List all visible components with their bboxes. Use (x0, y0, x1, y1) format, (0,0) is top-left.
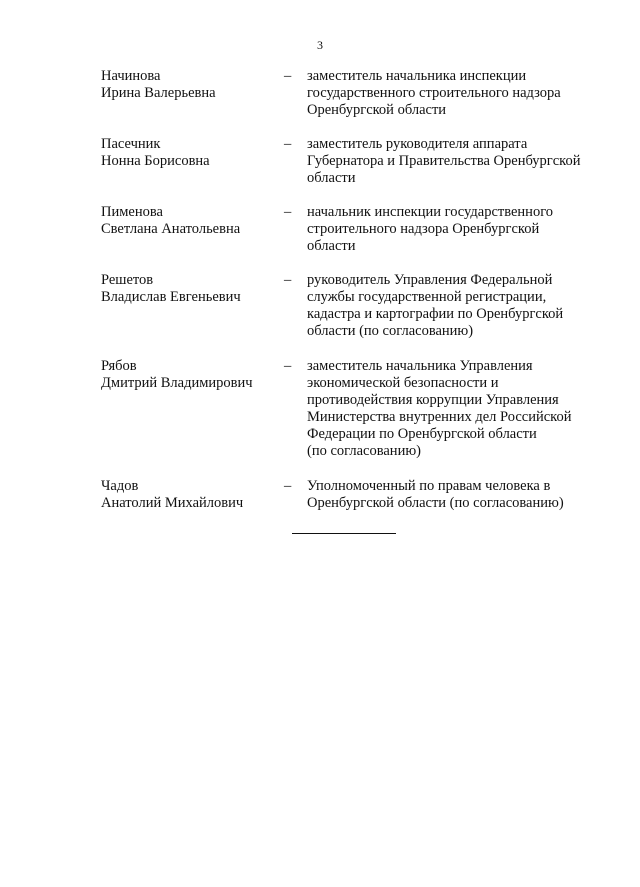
position-line: области (307, 170, 356, 186)
member-name (101, 204, 284, 255)
member-given-name: Дмитрий Владимирович (101, 375, 253, 391)
member-name (101, 272, 284, 340)
position-line: начальник инспекции государственного (307, 204, 554, 220)
position-line: экономической безопасности и (307, 375, 499, 391)
member-entry (101, 204, 601, 255)
member-name (101, 68, 284, 119)
member-position (307, 478, 597, 512)
member-list (101, 68, 601, 529)
member-name (101, 478, 284, 512)
position-line: Федерации по Оренбургской области (307, 426, 537, 442)
member-given-name: Нонна Борисовна (101, 153, 210, 169)
member-position (307, 272, 597, 340)
member-name (101, 136, 284, 187)
member-given-name: Владислав Евгеньевич (101, 289, 241, 305)
position-line: Оренбургской области (307, 102, 447, 118)
position-line: области (307, 238, 356, 254)
member-position (307, 358, 597, 460)
member-surname: Решетов (101, 272, 154, 288)
member-entry (101, 478, 601, 512)
position-line: (по согласованию) (307, 443, 421, 459)
member-given-name: Светлана Анатольевна (101, 221, 241, 237)
position-line: области (по согласованию) (307, 323, 474, 339)
position-line: руководитель Управления Федеральной (307, 272, 553, 288)
member-entry (101, 272, 601, 340)
dash-separator: – (284, 272, 292, 288)
dash-separator: – (284, 204, 292, 220)
member-entry (101, 358, 601, 460)
position-line: заместитель начальника инспекции (307, 68, 527, 84)
position-line: службы государственной регистрации, (307, 289, 547, 305)
member-surname: Начинова (101, 68, 161, 84)
dash-separator: – (284, 478, 292, 494)
end-of-list-rule (292, 533, 396, 534)
member-surname: Чадов (101, 478, 139, 494)
position-line: строительного надзора Оренбургской (307, 221, 540, 237)
member-surname: Пасечник (101, 136, 161, 152)
position-line: противодействия коррупции Управления (307, 392, 559, 408)
position-line: заместитель руководителя аппарата (307, 136, 528, 152)
dash-separator: – (284, 68, 292, 84)
member-given-name: Анатолий Михайлович (101, 495, 244, 511)
member-position (307, 68, 597, 119)
member-entry (101, 136, 601, 187)
position-line: Уполномоченный по правам человека в (307, 478, 551, 494)
member-name (101, 358, 284, 460)
dash-separator: – (284, 136, 292, 152)
position-line: Губернатора и Правительства Оренбургской (307, 153, 581, 169)
page-number: 3 (317, 38, 323, 52)
position-line: государственного строительного надзора (307, 85, 561, 101)
member-surname: Пименова (101, 204, 163, 220)
position-line: Министерства внутренних дел Российской (307, 409, 572, 425)
member-position (307, 136, 597, 187)
position-line: кадастра и картографии по Оренбургской (307, 306, 564, 322)
dash-separator: – (284, 358, 292, 374)
member-position (307, 204, 597, 255)
member-surname: Рябов (101, 358, 137, 374)
position-line: заместитель начальника Управления (307, 358, 533, 374)
member-entry (101, 68, 601, 119)
member-given-name: Ирина Валерьевна (101, 85, 216, 101)
position-line: Оренбургской области (по согласованию) (307, 495, 564, 511)
